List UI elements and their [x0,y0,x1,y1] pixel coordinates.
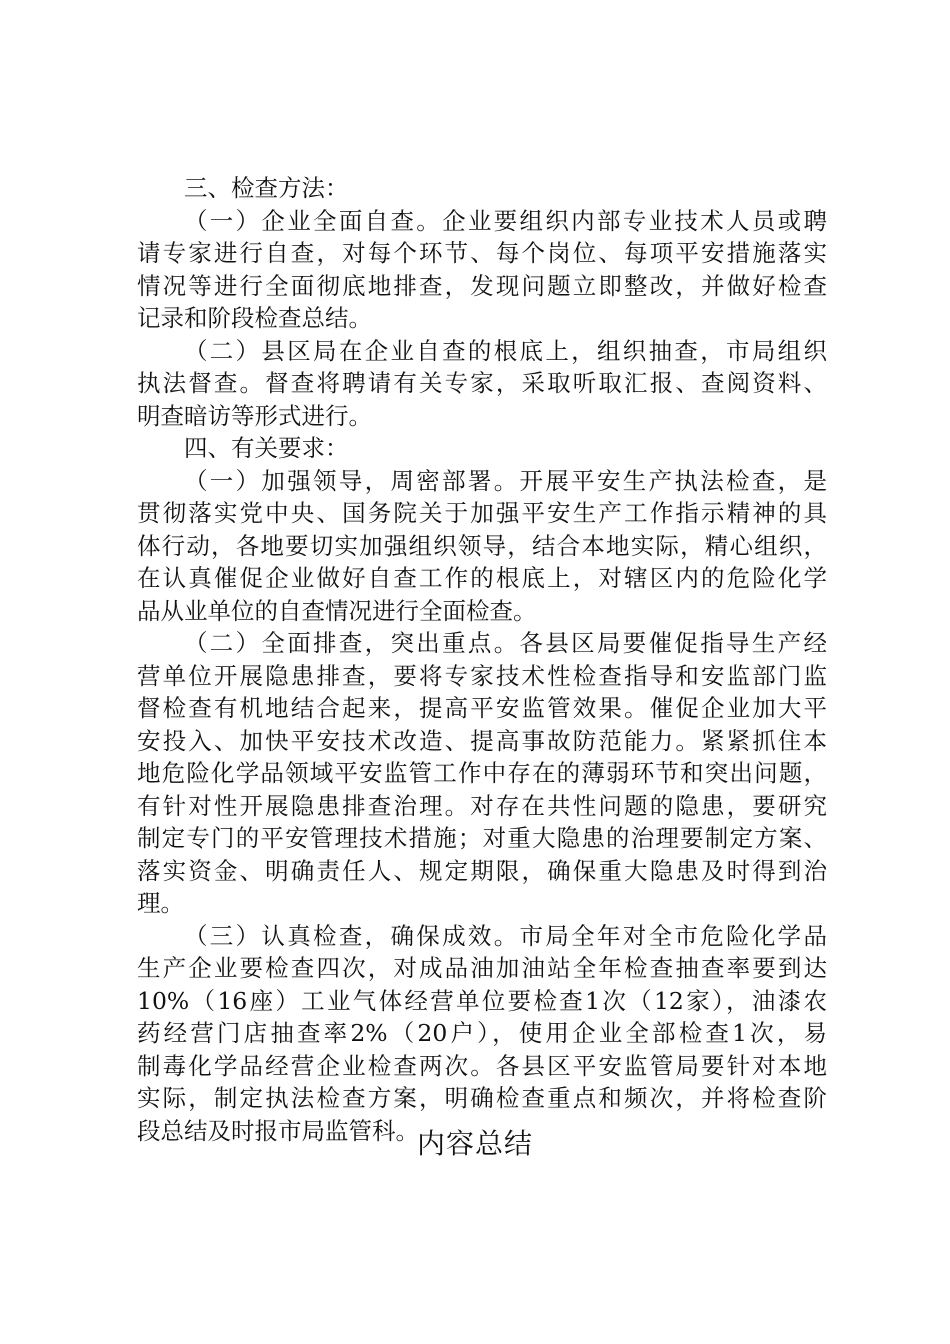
text-line: 落实资金、明确责任人、规定期限，确保重大隐患及时得到治 [137,856,827,885]
text-line: 药经营门店抽查率2%（20户），使用企业全部检查1次，易 [137,1019,827,1047]
text-line: 10%（16座）工业气体经营单位要检查1次（12家），油漆农 [137,986,827,1015]
text-line: 生产企业要检查四次，对成品油加油站全年检查抽查率要到达 [137,954,827,982]
text-line: 制毒化学品经营企业检查两次。各县区平安监管局要针对本地 [137,1051,827,1080]
document-body [137,172,827,1147]
text-line: 体行动，各地要切实加强组织领导，结合本地实际，精心组织， [137,531,827,560]
text-line: 有针对性开展隐患排查治理。对存在共性问题的隐患，要研究 [137,791,827,820]
text-line: （二）县区局在企业自查的根底上，组织抽查，市局组织 [184,336,827,365]
text-line: 实际，制定执法检查方案，明确检查重点和频次，并将检查阶 [137,1084,827,1112]
text-line: 理。 [137,889,184,917]
text-line: 贯彻落实党中央、国务院关于加强平安生产工作指示精神的具 [137,499,827,527]
text-line: 安投入、加快平安技术改造、提高事故防范能力。紧紧抓住本 [137,726,827,755]
text-line: 四、有关要求： [184,434,349,462]
text-line: 记录和阶段检查总结。 [137,304,372,332]
text-line: （一）企业全面自查。企业要组织内部专业技术人员或聘 [184,206,827,235]
text-line: （一）加强领导，周密部署。开展平安生产执法检查，是 [184,466,827,495]
text-line: 品从业单位的自查情况进行全面检查。 [137,596,537,625]
text-line: 段总结及时报市局监管科。 [137,1116,419,1145]
text-line: 在认真催促企业做好自查工作的根底上，对辖区内的危险化学 [137,564,827,592]
text-line: 执法督查。督查将聘请有关专家，采取听取汇报、查阅资料、 [137,369,827,397]
text-line: 制定专门的平安管理技术措施；对重大隐患的治理要制定方案、 [137,824,827,852]
text-line: 三、检查方法： [184,174,349,202]
text-line: （三）认真检查，确保成效。市局全年对全市危险化学品 [184,921,827,950]
text-line: 督检查有机地结合起来，提高平安监管效果。催促企业加大平 [137,694,827,722]
summary-title: 内容总结 [416,1127,533,1160]
text-line: 情况等进行全面彻底地排查，发现问题立即整改，并做好检查 [137,271,827,300]
text-line: 地危险化学品领域平安监管工作中存在的薄弱环节和突出问题， [137,759,827,787]
text-line: 营单位开展隐患排查，要将专家技术性检查指导和安监部门监 [137,661,827,690]
text-line: 请专家进行自查，对每个环节、每个岗位、每项平安措施落实 [137,239,827,267]
text-line: （二）全面排查，突出重点。各县区局要催促指导生产经 [184,629,827,657]
text-line: 明查暗访等形式进行。 [137,401,372,430]
